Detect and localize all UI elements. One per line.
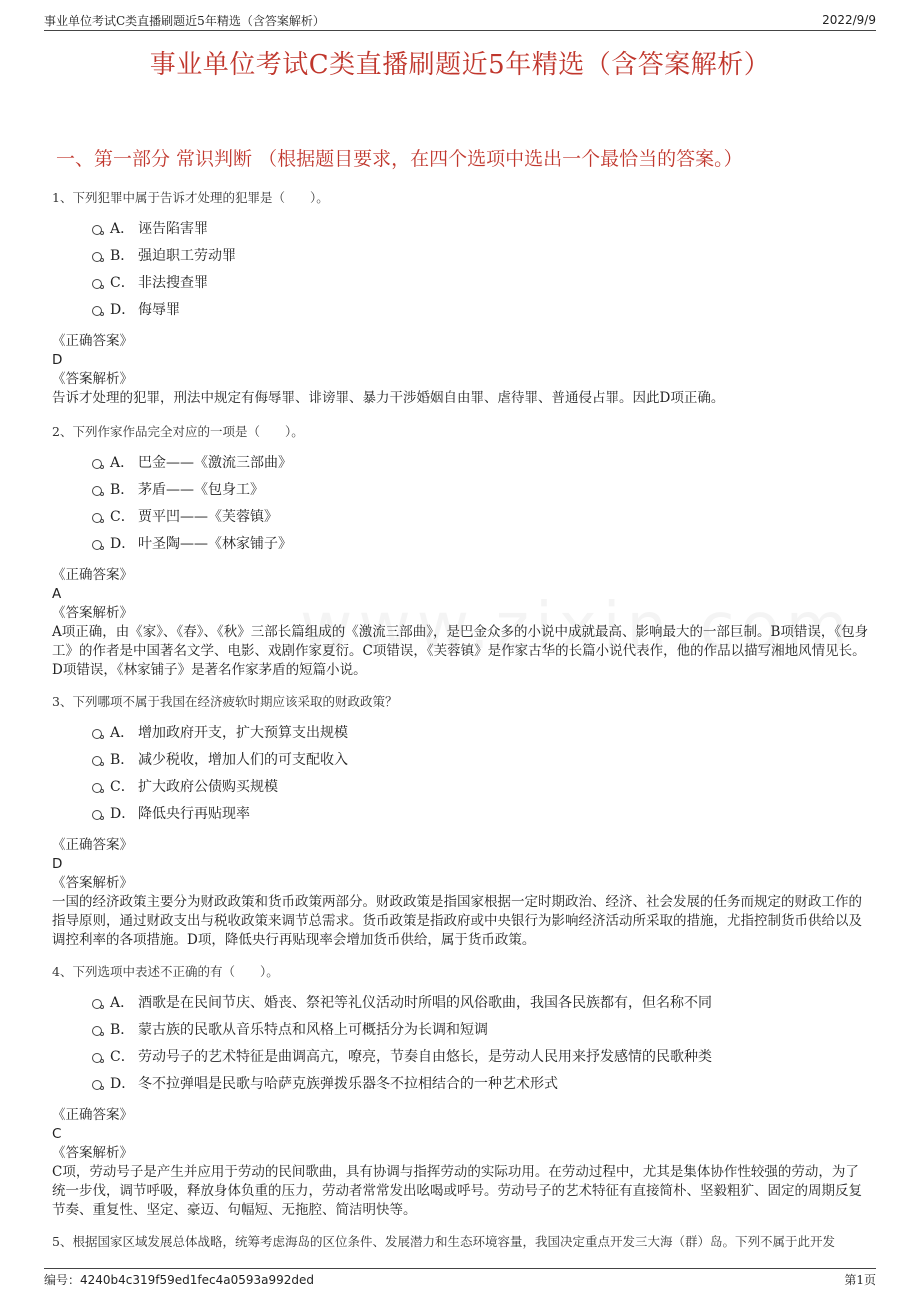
answer-value: D bbox=[52, 856, 63, 872]
option-text: 茅盾——《包身工》 bbox=[138, 481, 264, 498]
radio-icon[interactable] bbox=[92, 756, 102, 766]
section-heading: 一、第一部分 常识判断 （根据题目要求，在四个选项中选出一个最恰当的答案。） bbox=[56, 148, 743, 170]
option-text: 叶圣陶——《林家铺子》 bbox=[138, 535, 292, 552]
option-text: 增加政府开支，扩大预算支出规模 bbox=[138, 724, 348, 741]
question-5 bbox=[52, 1234, 872, 1250]
page-header bbox=[44, 10, 876, 31]
question-stem: 2、下列作家作品完全对应的一项是（ ）。 bbox=[52, 424, 304, 439]
analysis-label: 《答案解析》 bbox=[52, 875, 133, 891]
analysis-text: 告诉才处理的犯罪，刑法中规定有侮辱罪、诽谤罪、暴力干涉婚姻自由罪、虐待罪、普通侵占罪。因此D项正确。 bbox=[52, 390, 725, 406]
option-text: 非法搜查罪 bbox=[138, 274, 208, 291]
option-list bbox=[52, 718, 872, 826]
analysis-label: 《答案解析》 bbox=[52, 1145, 133, 1161]
option-a[interactable]: A． 诬告陷害罪 bbox=[92, 214, 872, 241]
radio-icon[interactable] bbox=[92, 225, 102, 235]
question-stem: 4、下列选项中表述不正确的有（ ）。 bbox=[52, 964, 279, 979]
question-stem: 1、下列犯罪中属于告诉才处理的犯罪是（ ）。 bbox=[52, 190, 329, 205]
page-footer bbox=[44, 1268, 876, 1289]
question-4 bbox=[52, 964, 872, 1096]
option-c[interactable]: C． 扩大政府公债购买规模 bbox=[92, 772, 872, 799]
option-b[interactable]: B． 减少税收，增加人们的可支配收入 bbox=[92, 745, 872, 772]
radio-icon[interactable] bbox=[92, 513, 102, 523]
radio-icon[interactable] bbox=[92, 729, 102, 739]
question-3 bbox=[52, 694, 872, 826]
option-text: 减少税收，增加人们的可支配收入 bbox=[138, 751, 348, 768]
option-b[interactable]: B． 蒙古族的民歌从音乐特点和风格上可概括分为长调和短调 bbox=[92, 1015, 872, 1042]
option-c[interactable]: C． 非法搜查罪 bbox=[92, 268, 872, 295]
document-id: 编号：4240b4c319f59ed1fec4a0593a992ded bbox=[44, 1272, 315, 1287]
option-a[interactable]: A． 巴金——《激流三部曲》 bbox=[92, 448, 872, 475]
radio-icon[interactable] bbox=[92, 1053, 102, 1063]
analysis-text: 一国的经济政策主要分为财政政策和货币政策两部分。财政政策是指国家根据一定时期政治、经济、社会发展的任务而规定的财政工作的指导原则，通过财政支出与税收政策来调节总需求。货币政策是指政府或中央银行为影响经济活动所采取的措施，尤指控制货币供给以及调控利率的各项措施。D项，降低央行再贴现率会增加货币供给，属于货币政策。 bbox=[52, 894, 862, 948]
option-a[interactable]: A． 增加政府开支，扩大预算支出规模 bbox=[92, 718, 872, 745]
radio-icon[interactable] bbox=[92, 1026, 102, 1036]
answer-block-3 bbox=[52, 836, 872, 950]
option-c[interactable]: C． 劳动号子的艺术特征是曲调高亢，嘹亮，节奏自由悠长，是劳动人民用来抒发感情的民歌种类 bbox=[92, 1042, 872, 1069]
option-list bbox=[52, 988, 872, 1096]
option-d[interactable]: D． 叶圣陶——《林家铺子》 bbox=[92, 529, 872, 556]
question-stem: 3、下列哪项不属于我国在经济疲软时期应该采取的财政政策？ bbox=[52, 694, 398, 709]
option-list bbox=[52, 214, 872, 322]
option-text: 蒙古族的民歌从音乐特点和风格上可概括分为长调和短调 bbox=[138, 1021, 488, 1038]
option-text: 劳动号子的艺术特征是曲调高亢，嘹亮，节奏自由悠长，是劳动人民用来抒发感情的民歌种类 bbox=[138, 1048, 712, 1065]
answer-value: C bbox=[52, 1126, 62, 1142]
option-d[interactable]: D． 冬不拉弹唱是民歌与哈萨克族弹拨乐器冬不拉相结合的一种艺术形式 bbox=[92, 1069, 872, 1096]
analysis-label: 《答案解析》 bbox=[52, 371, 133, 387]
analysis-text: A项正确，由《家》、《春》、《秋》三部长篇组成的《激流三部曲》，是巴金众多的小说中成就最高、影响最大的一部巨制。B项错误，《包身工》的作者是中国著名文学、电影、戏剧作家夏衍。C项错误，《芙蓉镇》是作家古华的长篇小说代表作，他的作品以描写湘地风情见长。D项错误，《林家铺子》是著名作家茅盾的短篇小说。 bbox=[52, 624, 869, 678]
answer-value: D bbox=[52, 352, 63, 368]
option-a[interactable]: A． 酒歌是在民间节庆、婚丧、祭祀等礼仪活动时所唱的风俗歌曲，我国各民族都有，但名称不同 bbox=[92, 988, 872, 1015]
answer-label: 《正确答案》 bbox=[52, 837, 133, 853]
radio-icon[interactable] bbox=[92, 279, 102, 289]
question-2 bbox=[52, 424, 872, 556]
answer-label: 《正确答案》 bbox=[52, 1107, 133, 1123]
option-list bbox=[52, 448, 872, 556]
question-1 bbox=[52, 190, 872, 322]
answer-label: 《正确答案》 bbox=[52, 567, 133, 583]
option-text: 贾平凹——《芙蓉镇》 bbox=[138, 508, 278, 525]
question-stem: 5、根据国家区域发展总体战略，统筹考虑海岛的区位条件、发展潜力和生态环境容量，我国决定重点开发三大海（群）岛。下列不属于此开发 bbox=[52, 1234, 835, 1249]
option-c[interactable]: C． 贾平凹——《芙蓉镇》 bbox=[92, 502, 872, 529]
option-text: 强迫职工劳动罪 bbox=[138, 247, 236, 264]
analysis-text: C项，劳动号子是产生并应用于劳动的民间歌曲，具有协调与指挥劳动的实际功用。在劳动过程中，尤其是集体协作性较强的劳动，为了统一步伐，调节呼吸，释放身体负重的压力，劳动者常常发出吆喝或呼号。劳动号子的艺术特征有直接简朴、坚毅粗犷、固定的周期反复节奏、重复性、坚定、豪迈、句幅短、无拖腔、简洁明快等。 bbox=[52, 1164, 862, 1218]
radio-icon[interactable] bbox=[92, 459, 102, 469]
option-text: 侮辱罪 bbox=[138, 301, 180, 318]
option-d[interactable]: D． 侮辱罪 bbox=[92, 295, 872, 322]
radio-icon[interactable] bbox=[92, 1080, 102, 1090]
answer-value: A bbox=[52, 586, 62, 602]
radio-icon[interactable] bbox=[92, 486, 102, 496]
radio-icon[interactable] bbox=[92, 783, 102, 793]
option-b[interactable]: B． 茅盾——《包身工》 bbox=[92, 475, 872, 502]
radio-icon[interactable] bbox=[92, 540, 102, 550]
answer-block-2 bbox=[52, 566, 872, 680]
option-d[interactable]: D． 降低央行再贴现率 bbox=[92, 799, 872, 826]
option-text: 巴金——《激流三部曲》 bbox=[138, 454, 292, 471]
answer-block-1 bbox=[52, 332, 872, 408]
option-text: 降低央行再贴现率 bbox=[138, 805, 250, 822]
radio-icon[interactable] bbox=[92, 252, 102, 262]
header-date: 2022/9/9 bbox=[822, 13, 876, 27]
document-title: 事业单位考试C类直播刷题近5年精选（含答案解析） bbox=[149, 50, 771, 80]
header-doc-name: 事业单位考试C类直播刷题近5年精选（含答案解析） bbox=[44, 13, 325, 28]
answer-block-4 bbox=[52, 1106, 872, 1220]
option-text: 扩大政府公债购买规模 bbox=[138, 778, 278, 795]
radio-icon[interactable] bbox=[92, 306, 102, 316]
analysis-label: 《答案解析》 bbox=[52, 605, 133, 621]
option-text: 冬不拉弹唱是民歌与哈萨克族弹拨乐器冬不拉相结合的一种艺术形式 bbox=[138, 1075, 558, 1092]
radio-icon[interactable] bbox=[92, 810, 102, 820]
option-text: 酒歌是在民间节庆、婚丧、祭祀等礼仪活动时所唱的风俗歌曲，我国各民族都有，但名称不同 bbox=[138, 994, 712, 1011]
option-text: 诬告陷害罪 bbox=[138, 220, 208, 237]
option-b[interactable]: B． 强迫职工劳动罪 bbox=[92, 241, 872, 268]
radio-icon[interactable] bbox=[92, 999, 102, 1009]
answer-label: 《正确答案》 bbox=[52, 333, 133, 349]
page-number: 第1页 bbox=[844, 1272, 876, 1287]
